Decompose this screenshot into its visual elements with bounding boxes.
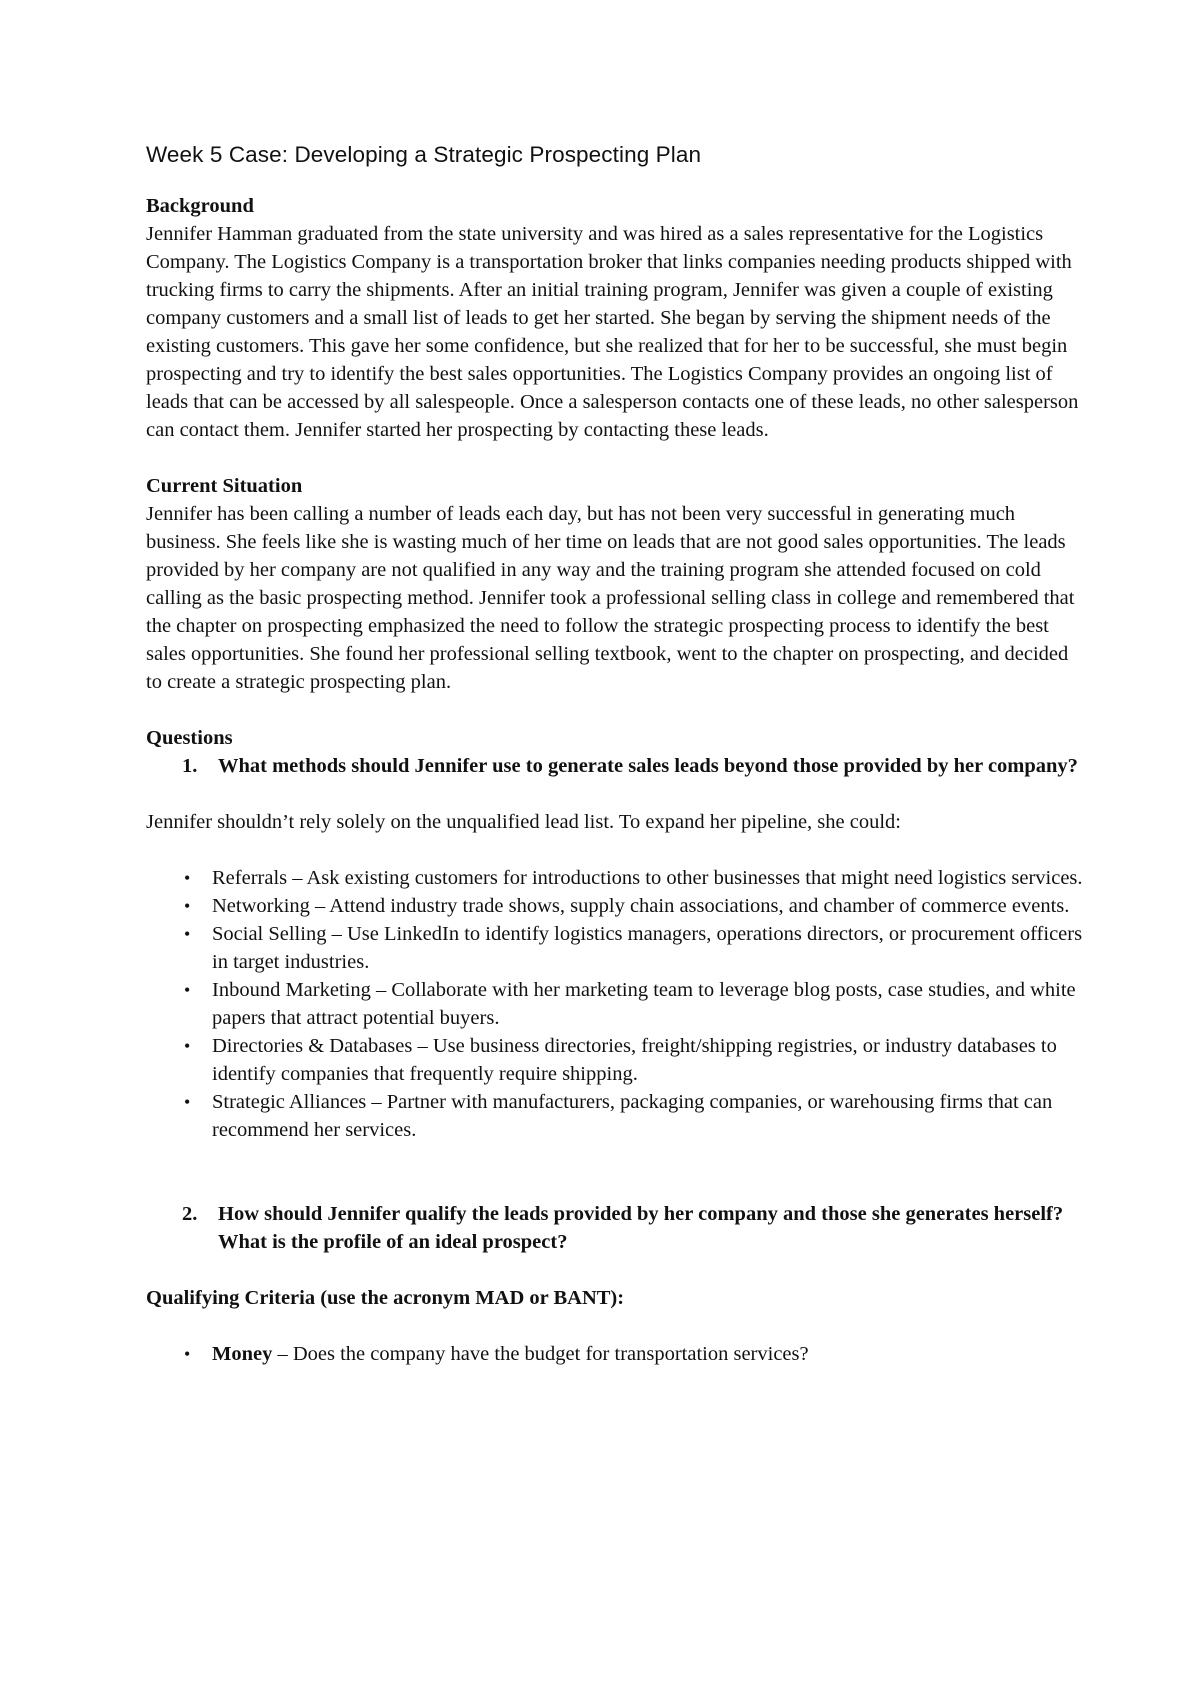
- question-text: What methods should Jennifer use to generate sales leads beyond those provided by her company?: [218, 755, 1078, 777]
- question-1: [146, 752, 1086, 780]
- questions-heading: Questions: [146, 727, 233, 749]
- question-number: 1.: [182, 755, 198, 777]
- question-text: How should Jennifer qualify the leads provided by her company and those she generates herself? What is the profile of an ideal prospect?: [218, 1203, 1064, 1253]
- spacer: [146, 780, 1086, 808]
- qualifying-criteria-heading: Qualifying Criteria (use the acronym MAD or BANT):: [146, 1287, 625, 1309]
- spacer: [146, 696, 1086, 724]
- list-item-text: Social Selling – Use LinkedIn to identify logistics managers, operations directors, or procurement officers in target industries.: [212, 923, 1083, 973]
- bullet-icon: •: [184, 1036, 191, 1056]
- list-item-text: Strategic Alliances – Partner with manufacturers, packaging companies, or warehousing firms that can recommend her services.: [212, 1091, 1053, 1141]
- list-item: [146, 892, 1086, 920]
- list-item-text: Referrals – Ask existing customers for introductions to other businesses that might need logistics services.: [212, 867, 1083, 889]
- answer-1-intro: Jennifer shouldn’t rely solely on the unqualified lead list. To expand her pipeline, she could:: [146, 811, 901, 833]
- spacer: [146, 1312, 1086, 1340]
- list-item: [146, 1340, 1086, 1368]
- answer-1-bullet-list: [146, 864, 1086, 1144]
- spacer: [146, 1172, 1086, 1200]
- bullet-icon: •: [184, 896, 191, 916]
- bullet-icon: •: [184, 868, 191, 888]
- spacer: [146, 836, 1086, 864]
- background-heading: Background: [146, 195, 254, 217]
- bullet-icon: •: [184, 1092, 191, 1112]
- question-number: 2.: [182, 1203, 198, 1225]
- current-situation-paragraph: Jennifer has been calling a number of leads each day, but has not been very successful in generating much business. She feels like she is wasting much of her time on leads that are not good sales opportunities. The leads provided by her company are not qualified in any way and the training program she attended focused on cold calling as the basic prospecting method. Jennifer took a professional selling class in college and remembered that the chapter on prospecting emphasized the need to follow the strategic prospecting process to identify the best sales opportunities. She found her professional selling textbook, went to the chapter on prospecting, and decided to create a strategic prospecting plan.: [146, 503, 1075, 693]
- bullet-icon: •: [184, 980, 191, 1000]
- bullet-icon: •: [184, 924, 191, 944]
- current-situation-heading: Current Situation: [146, 475, 303, 497]
- list-item: [146, 920, 1086, 976]
- bullet-icon: •: [184, 1344, 191, 1364]
- criterion-term: Money: [212, 1343, 273, 1365]
- spacer: [146, 1256, 1086, 1284]
- question-list-2: [146, 1200, 1086, 1256]
- spacer: [146, 1144, 1086, 1172]
- document-title: Week 5 Case: Developing a Strategic Prospecting Plan: [146, 142, 702, 167]
- document-page: [146, 140, 1086, 1368]
- list-item-text: Inbound Marketing – Collaborate with her marketing team to leverage blog posts, case studies, and white papers that attract potential buyers.: [212, 979, 1076, 1029]
- list-item: [146, 976, 1086, 1032]
- question-2: [146, 1200, 1086, 1256]
- criterion-description: – Does the company have the budget for transportation services?: [272, 1343, 809, 1365]
- list-item: [146, 1032, 1086, 1088]
- list-item-text: Networking – Attend industry trade shows, supply chain associations, and chamber of commerce events.: [212, 895, 1070, 917]
- question-list-1: [146, 752, 1086, 780]
- list-item: [146, 1088, 1086, 1144]
- qualifying-bullet-list: [146, 1340, 1086, 1368]
- list-item-text: [212, 1340, 1086, 1368]
- background-paragraph: Jennifer Hamman graduated from the state university and was hired as a sales representative for the Logistics Company. The Logistics Company is a transportation broker that links companies needing products shipped with trucking firms to carry the shipments. After an initial training program, Jennifer was given a couple of existing company customers and a small list of leads to get her started. She began by serving the shipment needs of the existing customers. This gave her some confidence, but she realized that for her to be successful, she must begin prospecting and try to identify the best sales opportunities. The Logistics Company provides an ongoing list of leads that can be accessed by all salespeople. Once a salesperson contacts one of these leads, no other salesperson can contact them. Jennifer started her prospecting by contacting these leads.: [146, 223, 1079, 441]
- list-item-text: Directories & Databases – Use business directories, freight/shipping registries, or industry databases to identify companies that frequently require shipping.: [212, 1035, 1057, 1085]
- list-item: [146, 864, 1086, 892]
- spacer: [146, 444, 1086, 472]
